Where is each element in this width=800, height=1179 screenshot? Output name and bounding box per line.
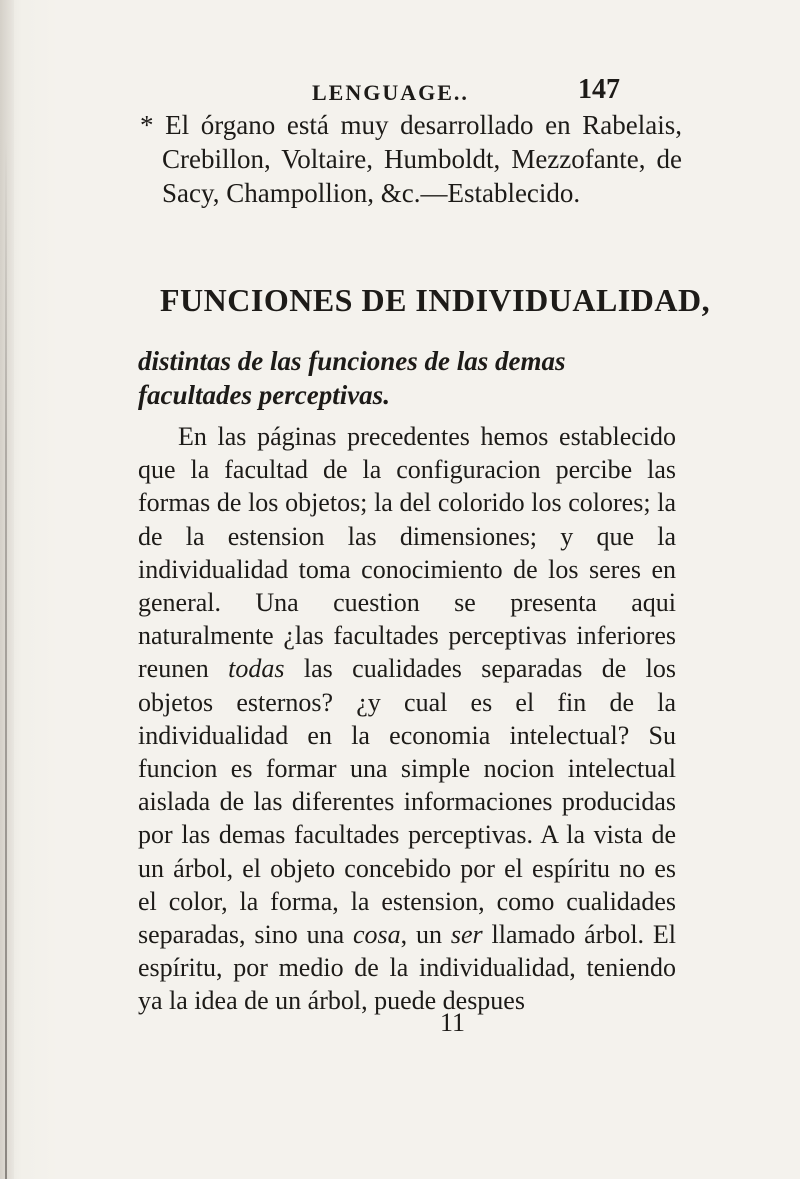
body-text-segment: , un	[400, 920, 451, 950]
emphasis-todas: todas	[228, 654, 285, 684]
emphasis-ser: ser	[450, 920, 483, 950]
section-subheading: distintas de las funciones de las demas facultades perceptivas.	[138, 346, 566, 410]
body-paragraph	[138, 420, 676, 1018]
book-gutter	[0, 0, 14, 1179]
section-heading: FUNCIONES DE INDIVIDUALIDAD,	[160, 282, 711, 318]
body-text-segment: En las páginas precedentes hemos establecido que la facultad de la configuracion percibe las formas de los objetos; la del colorido los colores; la de la estension las dimensiones; y que la individualidad toma conocimiento de los seres en general. Una cuestion se presenta aqui naturalmente ¿las facultades perceptivas inferiores reunen	[138, 422, 676, 684]
footnote: * El órgano está muy desarrollado en Rabelais, Crebillon, Voltaire, Humboldt, Mezzofante, de Sacy, Champollion, &c.—Establecido.	[140, 110, 682, 208]
signature-mark: 11	[440, 1008, 466, 1037]
body-text-segment: llamado árbol. El espíritu, por medio de la individualidad, teniendo ya la idea de un árbol, puede despues	[138, 920, 677, 1016]
binding-edge	[5, 140, 7, 1179]
emphasis-cosa: cosa	[353, 920, 401, 950]
body-text-segment: las cualidades separadas de los objetos esternos? ¿y cual es el fin de la individualidad en la economia intelectual? Su funcion es formar una simple nocion intelectual aislada de las diferentes informaciones producidas por las demas facultades perceptivas. A la vista de un árbol, el objeto concebido por el espíritu no es el color, la forma, la estension, como cualidades separadas, sino una	[138, 654, 676, 950]
page-number: 147	[578, 74, 620, 105]
running-title: LENGUAGE..	[312, 80, 469, 105]
body-text	[138, 420, 676, 1018]
